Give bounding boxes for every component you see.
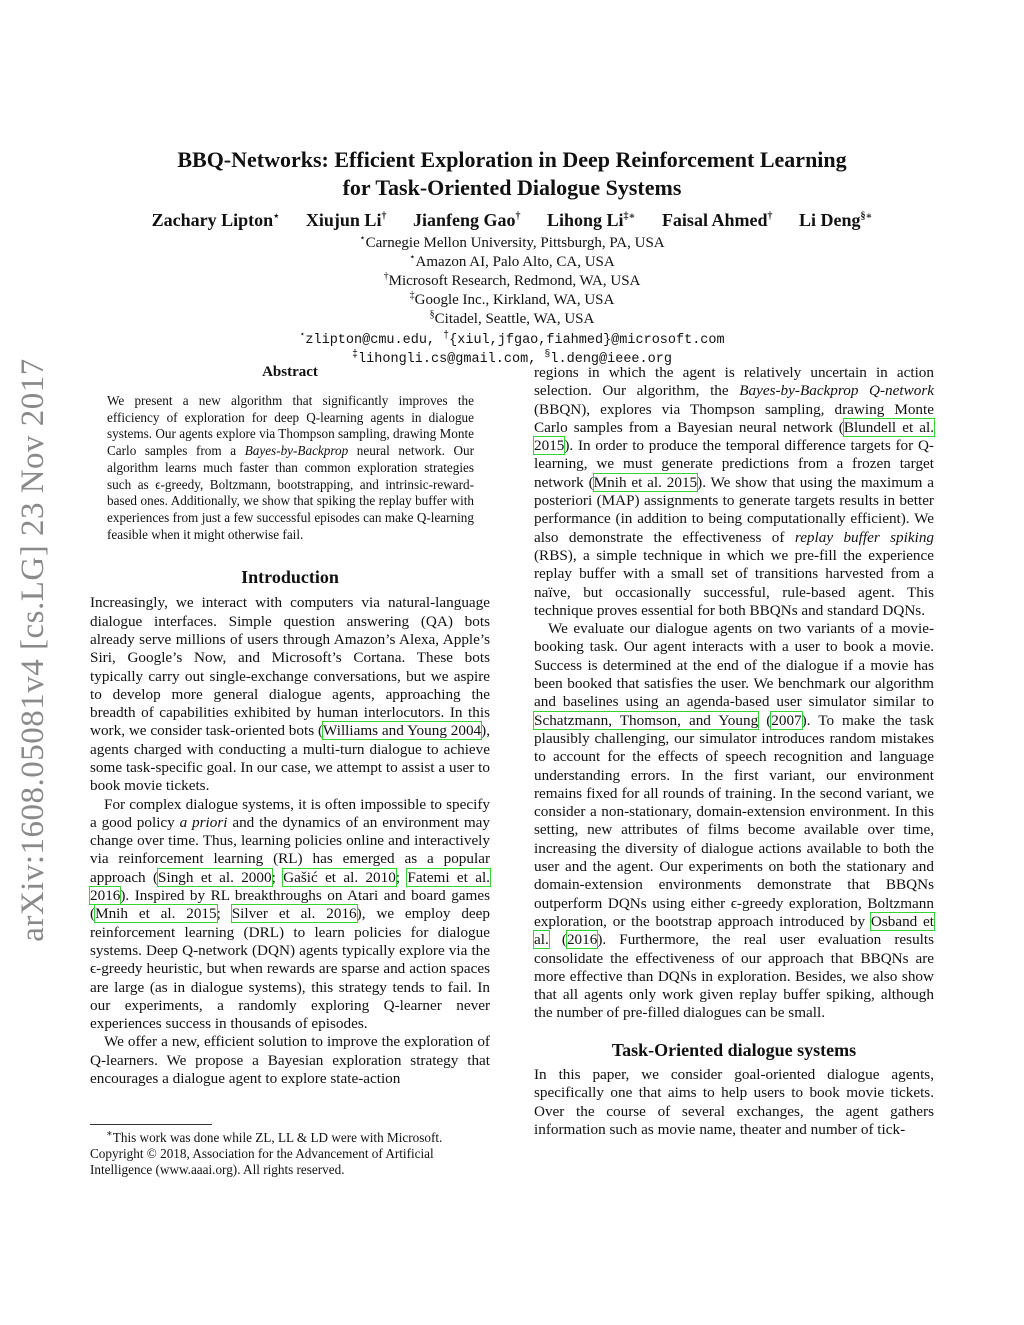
email-line-1: ⋆zlipton@cmu.edu, †{xiul,jfgao,fiahmed}@microsoft.com [299,330,725,348]
author-list [60,210,964,231]
citation-link[interactable]: Gašić et al. 2010 [283,868,396,886]
title-line-1: BBQ-Networks: Efficient Exploration in Deep Reinforcement Learning [177,147,847,172]
abstract-body: We present a new algorithm that significantly improves the efficiency of exploration for deep Q-learning agents in dialogue systems. Our agents explore via Thompson sampling, drawing Monte Carlo samples from a Bayes-by-Backprop neural network. Our algorithm learns much faster than common exploration strategies such as ϵ-greedy, Boltzmann, bootstrapping, and intrinsic-reward-based ones. Additionally, we show that spiking the replay buffer with experiences from just a few successful episodes can make Q-learning feasible when it might otherwise fail. [107,393,474,542]
citation-link[interactable]: 2016 [566,931,598,949]
author: Jianfeng Gao† [412,210,521,230]
footnote: ∗This work was done while ZL, LL & LD were with Microsoft. Copyright © 2018, Association for the Advancement of Artificial Intelligence (www.aaai.org). All rights reserved. [90,1128,443,1178]
author: Faisal Ahmed† [661,210,773,230]
left-column [90,364,490,1088]
right-column [534,364,934,1139]
author: Li Deng§∗ [798,210,873,230]
citation-link[interactable]: Blundell et al. 2015 [534,418,934,455]
email-line-2: ‡lihongli.cs@gmail.com, §l.deng@ieee.org [352,349,672,367]
introduction-heading: Introduction [241,567,339,588]
author: Xiujun Li† [305,210,387,230]
abstract-heading: Abstract [262,364,318,380]
affiliation-list [150,234,874,369]
affiliation: §Citadel, Seattle, WA, USA [429,309,595,327]
affiliation: ‡Google Inc., Kirkland, WA, USA [409,290,615,308]
paragraph: In this paper, we consider goal-oriented dialogue agents, specifically one that aims to help users to book movie tickets. Over the course of several exchanges, the agent gathers information such as movie name, theater and number of tick- [534,1065,934,1138]
author: Lihong Li‡∗ [546,210,636,230]
arxiv-stamp: arXiv:1608.05081v4 [cs.LG] 23 Nov 2017 [15,358,51,942]
paragraph: We evaluate our dialogue agents on two variants of a movie-booking task. Our agent interacts with a user to book a movie. Success is determined at the end of the dialogue if a movie has been booked that satisfies the user. We benchmark our algorithm and baselines using an agenda-based user simulator similar to Schatzmann, Thomson, and Young (2007). To make the task plausibly challenging, our simulator introduces random mistakes to account for the effects of speech recognition and language understanding errors. In the first variant, our environment remains fixed for all rounds of training. In the second variant, we consider a non-stationary, domain-extension environment. In this setting, new attributes of films become available over time, increasing the diversity of dialogue actions available to both the user and the agent. Our experiments on both the stationary and domain-extension environments demonstrate that BBQNs outperform DQNs using either ϵ-greedy exploration, Boltzmann exploration, or the bootstrap approach introduced by Osband et al. (2016). Furthermore, the real user evaluation results consolidate the effectiveness of our approach that BBQNs are more effective than DQNs in exploration. Besides, we also show that all agents only work given replay buffer spiking, although the number of pre-filled dialogues can be small. [534,620,935,1022]
citation-link[interactable]: Williams and Young 2004 [323,722,482,740]
citation-link[interactable]: Mnih et al. 2015 [593,473,698,491]
author: Zachary Lipton⋆ [151,210,280,230]
citation-link[interactable]: 2007 [771,711,802,729]
citation-link[interactable]: Silver et al. 2016 [231,905,357,923]
footnote-rule [90,1124,212,1125]
citation-link[interactable]: Osband et al. [534,912,934,949]
paragraph: regions in which the agent is relatively uncertain in action selection. Our algorithm, the Bayes-by-Backprop Q-network (BBQN), explores via Thompson sampling, drawing Monte Carlo samples from a Bayesian neural network (Blundell et al. 2015). In order to produce the temporal difference targets for Q-learning, we must generate predictions from a frozen target network (Mnih et al. 2015). We show that using the maximum a posteriori (MAP) assignments to generate targets results in better performance (in addition to being computationally efficient). We also demonstrate the effectiveness of replay buffer spiking (RBS), a simple technique in which we pre-fill the experience replay buffer with a small set of transitions harvested from a naïve, but occasionally successful, rule-based agent. This technique proves essential for both BBQNs and standard DQNs. [534,364,935,619]
citation-link[interactable]: Mnih et al. 2015 [95,905,217,923]
affiliation: †Microsoft Research, Redmond, WA, USA [383,271,641,289]
paper-title [100,146,924,202]
affiliation: ⋆Carnegie Mellon University, Pittsburgh, PA, USA [359,233,665,251]
citation-link[interactable]: Schatzmann, Thomson, and Young [534,711,759,729]
paragraph: Increasingly, we interact with computers via natural-language dialogue interfaces. Simple question answering (QA) bots already serve millions of users through Amazon’s Alexa, Apple’s Siri, Google’s Now, and Microsoft’s Cortana. These bots typically carry out single-exchange conversations, but we aspire to develop more general dialogue agents, approaching the breadth of capabilities exhibited by human interlocutors. In this work, we consider task-oriented bots (Williams and Young 2004), agents charged with conducting a multi-turn dialogue to achieve some task-specific goal. In our case, we attempt to assist a user to book movie tickets. [90,594,490,795]
paragraph: For complex dialogue systems, it is often impossible to specify a good policy a priori and the dynamics of an environment may change over time. Thus, learning policies online and interactively via reinforcement learning (RL) has emerged as a popular approach (Singh et al. 2000; Gašić et al. 2010; Fatemi et al. 2016). Inspired by RL breakthroughs on Atari and board games (Mnih et al. 2015; Silver et al. 2016), we employ deep reinforcement learning (DRL) to learn policies for dialogue systems. Deep Q-network (DQN) agents typically explore via the ϵ-greedy heuristic, but when rewards are sparse and action spaces are large (as in dialogue systems), this strategy tends to fail. In our experiments, a randomly exploring Q-learner never experiences success in thousands of episodes. [90,795,490,1033]
citation-link[interactable]: Fatemi et al. 2016 [90,868,490,905]
paragraph: We offer a new, efficient solution to improve the exploration of Q-learners. We propose a Bayesian exploration strategy that encourages a dialogue agent to explore state-action [90,1033,490,1088]
citation-link[interactable]: Singh et al. 2000 [158,868,272,886]
introduction-body [90,594,490,1088]
affiliation: ⋆Amazon AI, Palo Alto, CA, USA [409,252,615,270]
title-line-2: for Task-Oriented Dialogue Systems [342,175,682,200]
section-heading: Task-Oriented dialogue systems [611,1039,857,1060]
